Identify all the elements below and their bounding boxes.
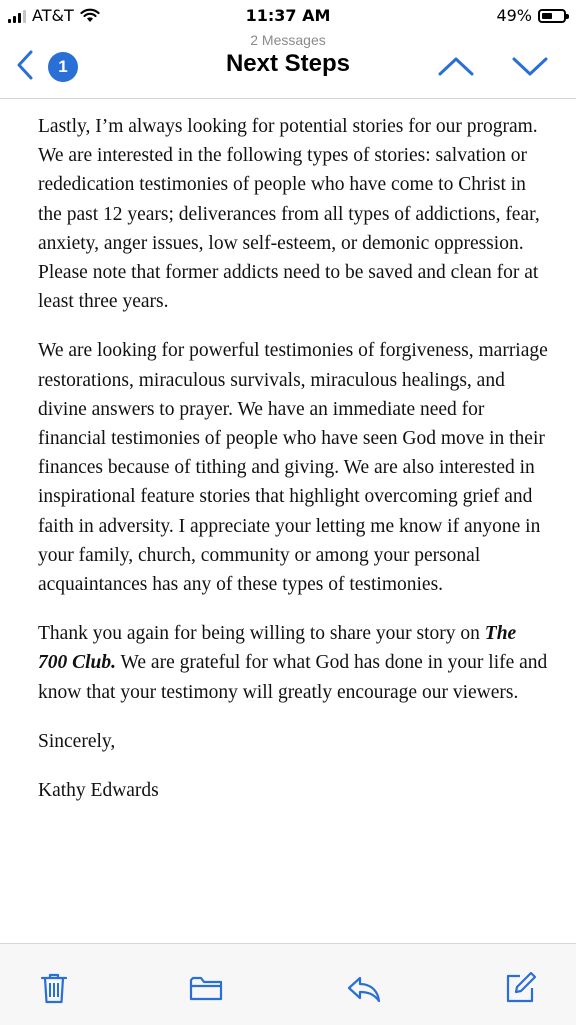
nav-divider bbox=[0, 98, 576, 99]
battery-percent: 49% bbox=[496, 6, 532, 25]
reply-icon[interactable] bbox=[346, 970, 382, 1006]
body-paragraph: We are looking for powerful testimonies of forgiveness, marriage restorations, miraculous survivals, miraculous healings, and divine answers to prayer. We have an immediate need for financial testimonies of people who have seen God move in their finances because of tithing and giving. We are also interested in inspirational feature stories that highlight overcoming grief and faith in adversity. I appreciate your letting me know if anyone in your family, church, community or among your personal acquaintances has any of these types of testimonies. bbox=[38, 340, 548, 596]
closing: Sincerely, bbox=[38, 730, 116, 752]
signature: Kathy Edwards bbox=[38, 780, 159, 802]
battery-fill bbox=[542, 13, 552, 19]
message-nav-bar bbox=[0, 34, 576, 98]
message-count: 2 Messages bbox=[250, 32, 326, 48]
chevron-down-icon[interactable] bbox=[508, 52, 552, 80]
paragraph-text: Thank you again for being willing to share your story on bbox=[38, 623, 485, 645]
battery-group bbox=[496, 6, 566, 25]
show-name: The 700 Club. bbox=[38, 623, 517, 674]
unread-count-badge[interactable]: 1 bbox=[48, 52, 78, 82]
battery-icon bbox=[538, 9, 566, 23]
chevron-up-icon[interactable] bbox=[434, 52, 478, 80]
bottom-toolbar bbox=[0, 943, 576, 1025]
clock: 11:37 AM bbox=[245, 6, 331, 25]
page-title: Next Steps bbox=[225, 50, 351, 77]
carrier-name: AT&T bbox=[32, 6, 74, 25]
body-paragraph: Lastly, I’m always looking for potential stories for our program. We are interested in the following types of stories: salvation or rededication testimonies of people who have come to Christ in the past 12 years; deliverances from all types of addictions, fear, anxiety, anger issues, low self-esteem, or demonic oppression. Please note that former addicts need to be saved and clean for at least three years. bbox=[38, 116, 540, 313]
folder-icon[interactable] bbox=[188, 970, 224, 1006]
status-bar bbox=[0, 0, 576, 34]
message-body bbox=[38, 112, 548, 825]
body-paragraph bbox=[38, 619, 548, 707]
paragraph-text: We are grateful for what God has done in your life and know that your testimony will greatly encourage our viewers. bbox=[38, 652, 548, 703]
trash-icon[interactable] bbox=[36, 970, 72, 1006]
compose-icon[interactable] bbox=[502, 970, 538, 1006]
